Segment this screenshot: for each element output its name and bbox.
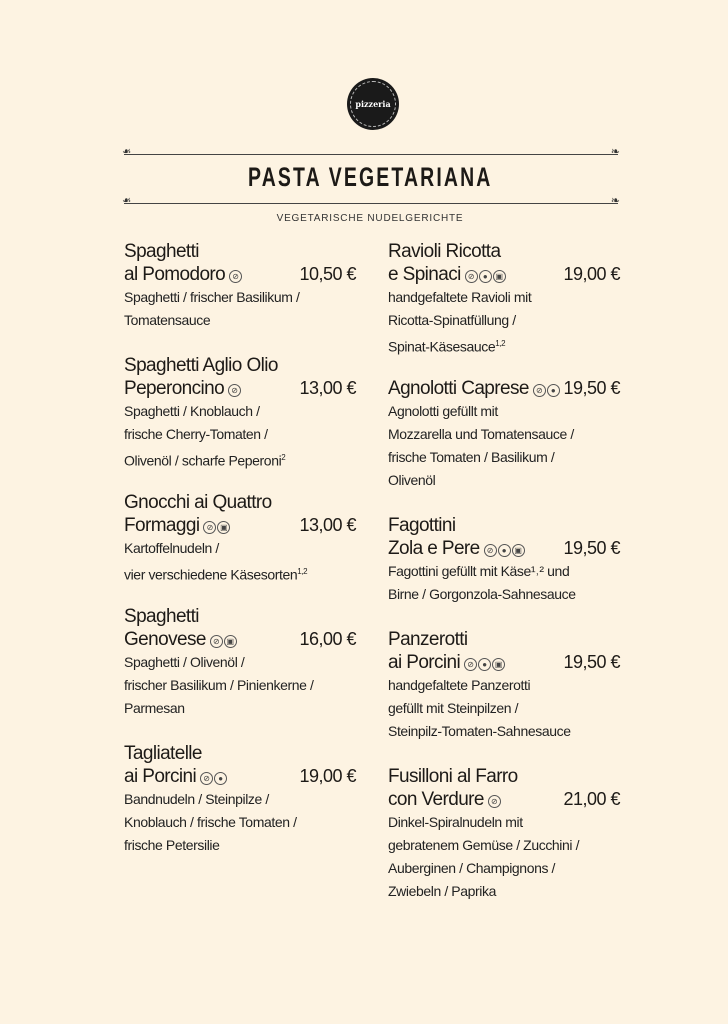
dish-description: handgefaltete Panzerotti bbox=[388, 677, 531, 693]
dish-name: Gnocchi ai Quattro bbox=[124, 492, 272, 513]
price: 19,50 € bbox=[563, 538, 620, 558]
cheese-icon: ▣ bbox=[512, 544, 525, 557]
menu-item bbox=[388, 765, 620, 903]
menu-item bbox=[124, 742, 356, 857]
menu-item bbox=[124, 240, 356, 332]
dish-name: Spaghetti Aglio Olio bbox=[124, 355, 278, 376]
menu-item bbox=[124, 605, 356, 720]
dish-description: frische Tomaten / Basilikum / bbox=[388, 449, 555, 465]
leaf-icon: ⊘ bbox=[533, 384, 546, 397]
leaf-icon: ⊘ bbox=[210, 635, 223, 648]
allergen-note: 2 bbox=[281, 453, 286, 462]
section-title: PASTA VEGETARIANA bbox=[248, 162, 493, 192]
ornament-divider-top bbox=[124, 154, 618, 155]
dish-description: Birne / Gorgonzola-Sahnesauce bbox=[388, 586, 576, 602]
menu-item bbox=[124, 354, 356, 473]
dish-description: handgefaltete Ravioli mit bbox=[388, 289, 532, 305]
egg-icon: ● bbox=[478, 658, 491, 671]
egg-icon: ● bbox=[498, 544, 511, 557]
price: 19,00 € bbox=[563, 264, 620, 284]
menu-item bbox=[388, 628, 620, 743]
cheese-icon: ▣ bbox=[493, 270, 506, 283]
allergen-note: 1,2 bbox=[297, 567, 308, 576]
egg-icon: ● bbox=[214, 772, 227, 785]
section-subtitle: VEGETARISCHE NUDELGERICHTE bbox=[276, 213, 464, 224]
menu-item bbox=[388, 514, 620, 606]
dish-description: Fagottini gefüllt mit Käse¹˒² und bbox=[388, 563, 570, 579]
dish-description: Olivenöl / scharfe Peperoni bbox=[124, 452, 282, 469]
dish-description: Spaghetti / frischer Basilikum / bbox=[124, 289, 300, 305]
price: 19,00 € bbox=[299, 766, 356, 786]
cheese-icon: ▣ bbox=[224, 635, 237, 648]
ornament-divider-bottom bbox=[124, 203, 618, 204]
dish-name: Fusilloni al Farro bbox=[388, 766, 518, 787]
dish-description: Olivenöl bbox=[388, 472, 436, 488]
dish-description: Bandnudeln / Steinpilze / bbox=[124, 791, 269, 807]
price: 13,00 € bbox=[299, 515, 356, 535]
menu-item bbox=[388, 240, 620, 359]
dish-name: Spaghetti bbox=[124, 241, 199, 262]
dish-description: frische Petersilie bbox=[124, 837, 220, 853]
dish-description: Knoblauch / frische Tomaten / bbox=[124, 814, 297, 830]
dish-name: ai Porcini bbox=[388, 652, 461, 673]
dish-name: Tagliatelle bbox=[124, 743, 202, 764]
cheese-icon: ▣ bbox=[217, 521, 230, 534]
leaf-icon: ⊘ bbox=[229, 270, 242, 283]
allergen-note: 1,2 bbox=[495, 339, 506, 348]
leaf-icon: ⊘ bbox=[488, 795, 501, 808]
dish-name: Formaggi bbox=[124, 515, 200, 536]
dish-name: Spaghetti bbox=[124, 606, 199, 627]
dish-description: Mozzarella und Tomatensauce / bbox=[388, 426, 574, 442]
leaf-icon: ⊘ bbox=[228, 384, 241, 397]
dish-name: con Verdure bbox=[388, 789, 484, 810]
dish-name: Agnolotti Caprese bbox=[388, 378, 529, 399]
menu-item bbox=[124, 491, 356, 587]
leaf-icon: ⊘ bbox=[203, 521, 216, 534]
dish-description: Agnolotti gefüllt mit bbox=[388, 403, 498, 419]
dish-name: Ravioli Ricotta bbox=[388, 241, 501, 262]
dish-description: Steinpilz-Tomaten-Sahnesauce bbox=[388, 723, 571, 739]
dish-description: Spaghetti / Olivenöl / bbox=[124, 654, 245, 670]
egg-icon: ● bbox=[479, 270, 492, 283]
dish-description: Parmesan bbox=[124, 700, 185, 716]
dish-description: Kartoffelnudeln / bbox=[124, 540, 219, 556]
price: 10,50 € bbox=[299, 264, 356, 284]
dish-name: e Spinaci bbox=[388, 264, 461, 285]
dish-name: Panzerotti bbox=[388, 629, 468, 650]
leaf-icon: ⊘ bbox=[200, 772, 213, 785]
price: 19,50 € bbox=[563, 378, 620, 398]
menu-item bbox=[388, 377, 620, 492]
dish-description: frischer Basilikum / Pinienkerne / bbox=[124, 677, 314, 693]
dish-description: gebratenem Gemüse / Zucchini / bbox=[388, 837, 580, 853]
dish-name: ai Porcini bbox=[124, 766, 197, 787]
dish-description: Spinat-Käsesauce bbox=[388, 338, 496, 355]
price: 19,50 € bbox=[563, 652, 620, 672]
leaf-icon: ⊘ bbox=[465, 270, 478, 283]
dish-description: vier verschiedene Käsesorten bbox=[124, 566, 298, 583]
dish-name: Genovese bbox=[124, 629, 206, 650]
dish-name: Fagottini bbox=[388, 515, 456, 536]
leaf-icon: ⊘ bbox=[464, 658, 477, 671]
price: 13,00 € bbox=[299, 378, 356, 398]
dish-description: Ricotta-Spinatfüllung / bbox=[388, 312, 516, 328]
dish-description: Dinkel-Spiralnudeln mit bbox=[388, 814, 523, 830]
dish-description: Zwiebeln / Paprika bbox=[388, 883, 496, 899]
egg-icon: ● bbox=[547, 384, 560, 397]
dish-description: Tomatensauce bbox=[124, 312, 211, 328]
price: 16,00 € bbox=[299, 629, 356, 649]
dish-description: Auberginen / Champignons / bbox=[388, 860, 556, 876]
dish-description: frische Cherry-Tomaten / bbox=[124, 426, 268, 442]
dish-name: al Pomodoro bbox=[124, 264, 226, 285]
price: 21,00 € bbox=[563, 789, 620, 809]
dish-description: Spaghetti / Knoblauch / bbox=[124, 403, 260, 419]
cheese-icon: ▣ bbox=[492, 658, 505, 671]
dish-name: Zola e Pere bbox=[388, 538, 480, 559]
pizzeria-logo: pizzeria bbox=[347, 78, 399, 130]
dish-name: Peperoncino bbox=[124, 378, 225, 399]
leaf-icon: ⊘ bbox=[484, 544, 497, 557]
dish-description: gefüllt mit Steinpilzen / bbox=[388, 700, 519, 716]
